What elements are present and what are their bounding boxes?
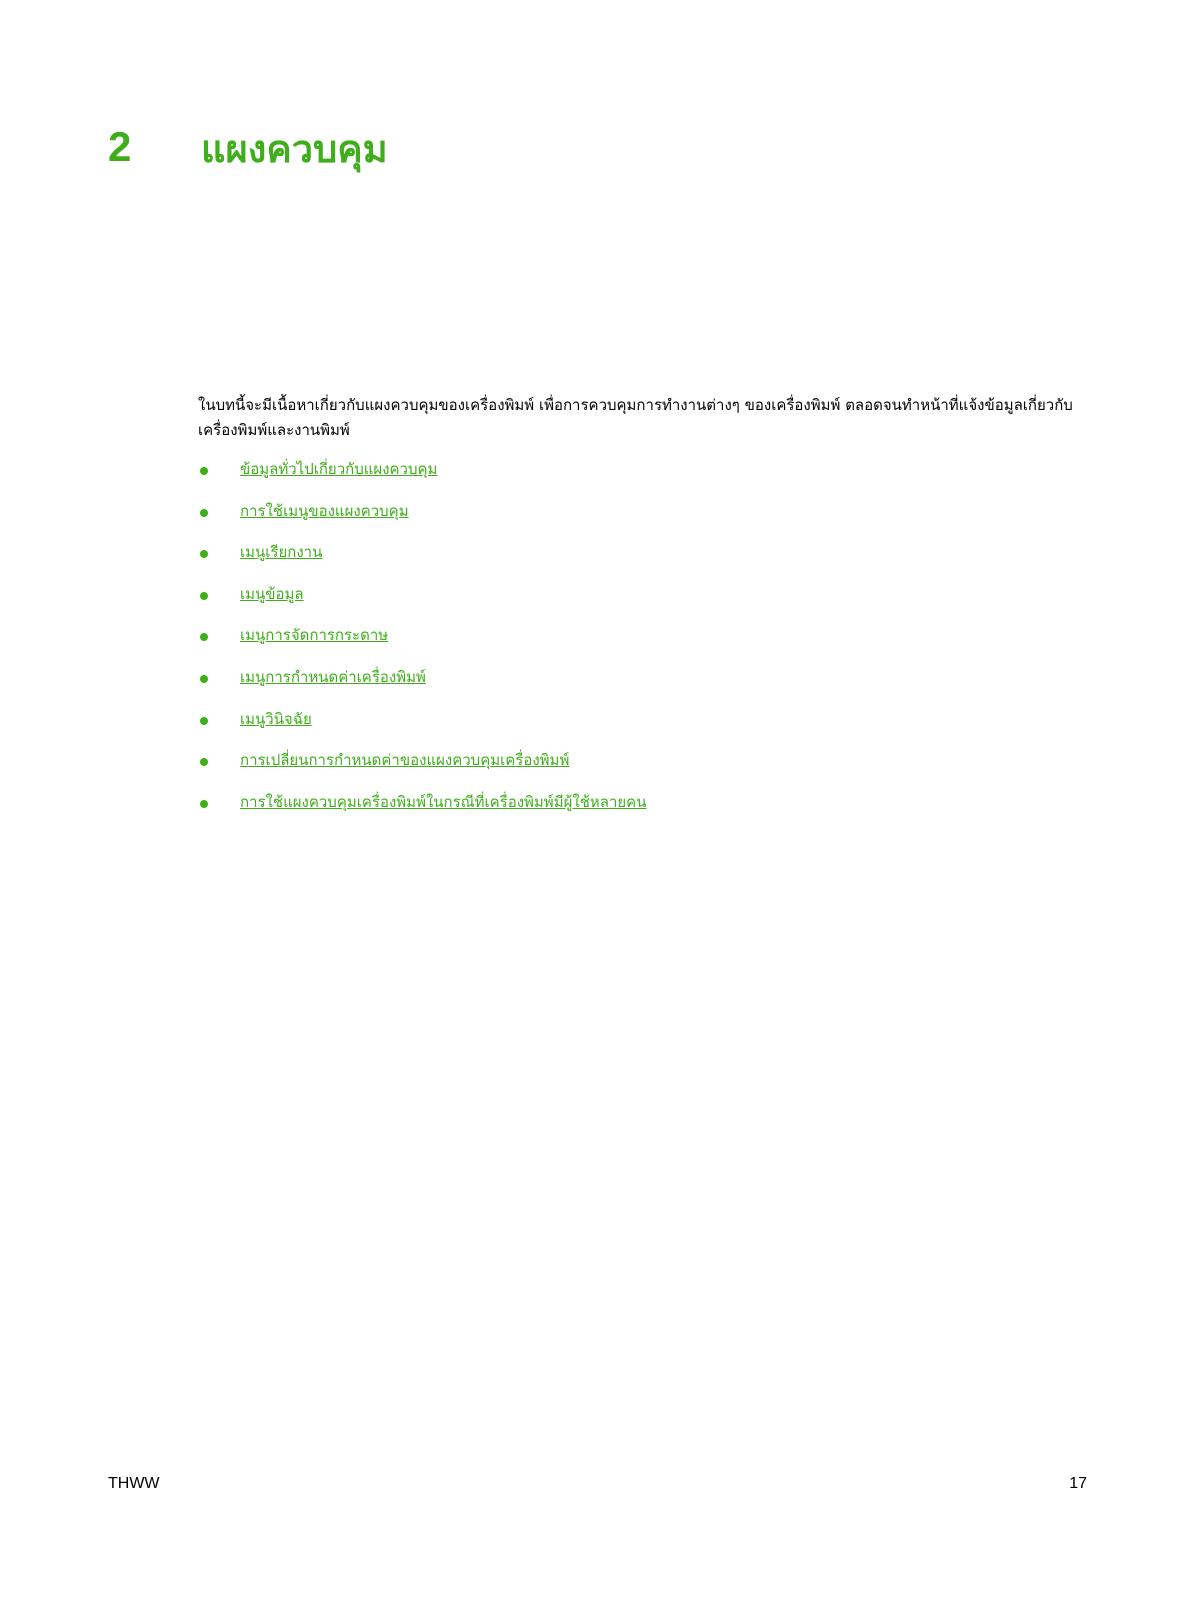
toc-link-paper-handling-menu[interactable]: เมนูการจัดการกระดาษ xyxy=(240,626,389,645)
list-item xyxy=(198,581,646,623)
list-item xyxy=(198,498,646,540)
toc-link-diagnostics-menu[interactable]: เมนูวินิจฉัย xyxy=(240,709,312,728)
list-item xyxy=(198,539,646,581)
bullet-icon xyxy=(200,509,208,517)
bullet-icon xyxy=(200,675,208,683)
list-item xyxy=(198,706,646,748)
page-number: 17 xyxy=(1069,1475,1087,1492)
toc-link-retrieve-job-menu[interactable]: เมนูเรียกงาน xyxy=(240,543,323,562)
toc-link-using-control-panel-menus[interactable]: การใช้เมนูของแผงควบคุม xyxy=(240,501,409,520)
toc-link-changing-control-panel-settings[interactable]: การเปลี่ยนการกำหนดค่าของแผงควบคุมเครื่องพิมพ์ xyxy=(240,751,570,770)
chapter-contents-list xyxy=(198,456,646,830)
bullet-icon xyxy=(200,717,208,725)
chapter-number: 2 xyxy=(108,123,132,170)
bullet-icon xyxy=(200,467,208,475)
chapter-title: แผงควบคุม xyxy=(201,127,388,171)
bullet-icon xyxy=(200,633,208,641)
list-item xyxy=(198,789,646,831)
bullet-icon xyxy=(200,758,208,766)
list-item xyxy=(198,664,646,706)
bullet-icon xyxy=(200,800,208,808)
toc-link-shared-environments[interactable]: การใช้แผงควบคุมเครื่องพิมพ์ในกรณีที่เครื่องพิมพ์มีผู้ใช้หลายคน xyxy=(240,792,647,811)
toc-link-control-panel-overview[interactable]: ข้อมูลทั่วไปเกี่ยวกับแผงควบคุม xyxy=(240,460,438,478)
list-item xyxy=(198,747,646,789)
toc-link-configure-device-menu[interactable]: เมนูการกำหนดค่าเครื่องพิมพ์ xyxy=(240,667,426,686)
toc-link-information-menu[interactable]: เมนูข้อมูล xyxy=(240,584,304,603)
list-item xyxy=(198,622,646,664)
bullet-icon xyxy=(200,550,208,558)
intro-paragraph: ในบทนี้จะมีเนื้อหาเกี่ยวกับแผงควบคุมของเครื่องพิมพ์ เพื่อการควบคุมการทำงานต่างๆ ของเครื่องพิมพ์ ตลอดจนทำหน้าที่แจ้งข้อมูลเกี่ยวกับเครื่องพิมพ์และงานพิมพ์ xyxy=(198,396,1073,439)
bullet-icon xyxy=(200,592,208,600)
footer-doc-code: THWW xyxy=(108,1475,160,1492)
list-item xyxy=(198,456,646,498)
